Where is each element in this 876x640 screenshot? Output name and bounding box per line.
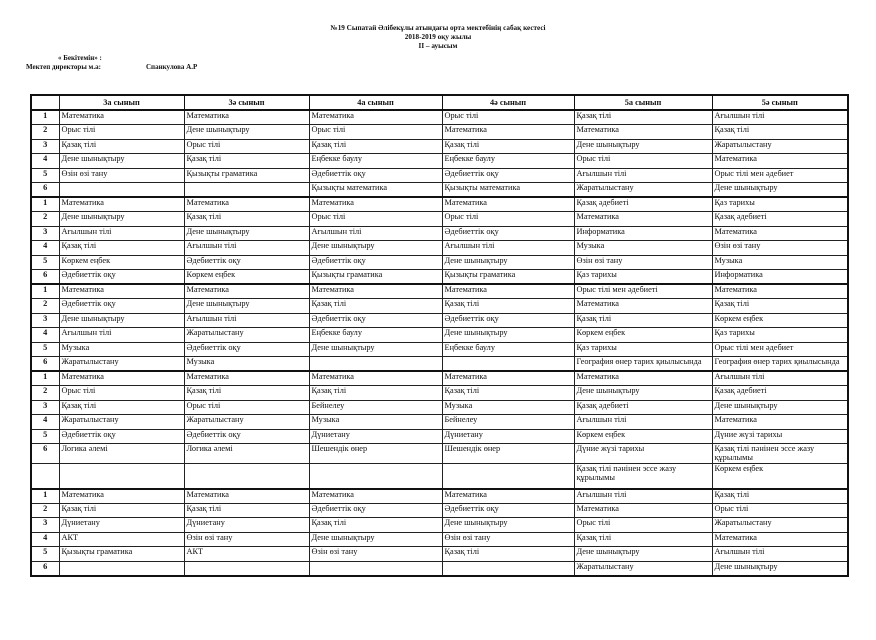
schedule-table — [30, 94, 849, 577]
subject-cell: Логика әлемі — [184, 444, 309, 464]
subject-cell: Қазақ тілі — [59, 400, 184, 415]
subject-cell: Жаратылыстану — [574, 183, 712, 198]
subject-cell: Математика — [712, 415, 848, 430]
table-row — [31, 313, 848, 328]
subject-cell: Қазақ әдебиеті — [574, 197, 712, 212]
subject-cell: Жаратылыстану — [184, 415, 309, 430]
column-header: 5ә сынып — [712, 95, 848, 110]
subject-cell: Қазақ тілі — [442, 299, 574, 314]
subject-cell: Әдебиеттік оқу — [59, 429, 184, 444]
subject-cell: Дене шынықтыру — [309, 241, 442, 256]
subject-cell: Музыка — [442, 400, 574, 415]
subject-cell: Дене шынықтыру — [184, 125, 309, 140]
subject-cell: Математика — [574, 125, 712, 140]
lesson-number: 2 — [31, 503, 59, 518]
subject-cell: Ағылшын тілі — [309, 226, 442, 241]
subject-cell: Математика — [59, 371, 184, 386]
subject-cell: Шешендік өнер — [442, 444, 574, 464]
lesson-number: 3 — [31, 313, 59, 328]
subject-cell: Көркем еңбек — [59, 255, 184, 270]
subject-cell: Дене шынықтыру — [574, 386, 712, 401]
lesson-number: 2 — [31, 212, 59, 227]
subject-cell: Математика — [442, 197, 574, 212]
subject-cell: Қазақ тілі — [712, 125, 848, 140]
table-row — [31, 168, 848, 183]
subject-cell: Математика — [184, 110, 309, 125]
director-label: Мектеп директоры м.а: — [26, 63, 101, 71]
approval-label: « Бекітемін» : — [58, 54, 102, 62]
subject-cell: Дене шынықтыру — [309, 342, 442, 357]
subject-cell: Көркем еңбек — [184, 270, 309, 285]
table-row — [31, 284, 848, 299]
subject-cell: Еңбекке баулу — [442, 342, 574, 357]
subject-cell: Орыс тілі — [574, 154, 712, 169]
subject-cell: Ағылшын тілі — [574, 415, 712, 430]
lesson-number: 5 — [31, 547, 59, 562]
subject-cell: Дене шынықтыру — [184, 299, 309, 314]
school-year: 2018-2019 оқу жылы — [404, 33, 472, 41]
subject-cell: Жаратылыстану — [184, 328, 309, 343]
subject-cell: Дүниетану — [442, 429, 574, 444]
lesson-number: 3 — [31, 518, 59, 533]
table-row — [31, 518, 848, 533]
subject-cell: Орыс тілі — [184, 400, 309, 415]
subject-cell: Математика — [184, 489, 309, 504]
subject-cell: Математика — [574, 503, 712, 518]
subject-cell: Дене шынықтыру — [442, 328, 574, 343]
subject-cell: Қаз тарихы — [712, 328, 848, 343]
table-row — [31, 444, 848, 464]
subject-cell: АКТ — [59, 532, 184, 547]
subject-cell: Информатика — [712, 270, 848, 285]
subject-cell: Ағылшын тілі — [574, 489, 712, 504]
subject-cell: Математика — [309, 371, 442, 386]
subject-cell: Қызықты граматика — [184, 168, 309, 183]
lesson-number: 1 — [31, 110, 59, 125]
subject-cell: Бейнелеу — [309, 400, 442, 415]
subject-cell: Дене шынықтыру — [712, 183, 848, 198]
subject-cell: Қазақ тілі — [574, 110, 712, 125]
lesson-number: 5 — [31, 168, 59, 183]
column-header: 4а сынып — [309, 95, 442, 110]
subject-cell: Қаз тарихы — [574, 342, 712, 357]
subject-cell — [442, 561, 574, 576]
subject-cell: Орыс тілі — [442, 110, 574, 125]
subject-cell: Еңбекке баулу — [309, 328, 442, 343]
subject-cell: Қазақ тілі — [59, 503, 184, 518]
lesson-number: 5 — [31, 342, 59, 357]
subject-cell: Математика — [309, 489, 442, 504]
subject-cell: Қазақ тілі — [574, 532, 712, 547]
subject-cell: Қазақ тілі — [442, 547, 574, 562]
subject-cell: Көркем еңбек — [712, 313, 848, 328]
subject-cell: Дүние жүзі тарихы — [574, 444, 712, 464]
subject-cell: Орыс тілі мен әдебиет — [712, 168, 848, 183]
subject-cell: Өзін өзі тану — [309, 547, 442, 562]
subject-cell: Математика — [712, 226, 848, 241]
subject-cell: Қазақ әдебиеті — [712, 386, 848, 401]
subject-cell: Өзін өзі тану — [184, 532, 309, 547]
lesson-number: 4 — [31, 328, 59, 343]
subject-cell: Қазақ тілі — [309, 299, 442, 314]
lesson-number: 4 — [31, 415, 59, 430]
lesson-number: 2 — [31, 125, 59, 140]
column-header: 5а сынып — [574, 95, 712, 110]
lesson-number: 1 — [31, 197, 59, 212]
lesson-number: 1 — [31, 371, 59, 386]
subject-cell: Орыс тілі мен әдебиет — [712, 342, 848, 357]
subject-cell: Қаз тарихы — [574, 270, 712, 285]
subject-cell: Дүниетану — [59, 518, 184, 533]
lesson-number: 2 — [31, 386, 59, 401]
subject-cell: Орыс тілі — [59, 125, 184, 140]
subject-cell: Әдебиеттік оқу — [442, 226, 574, 241]
subject-cell: Шешендік өнер — [309, 444, 442, 464]
subject-cell: Математика — [184, 197, 309, 212]
table-row — [31, 270, 848, 285]
subject-cell: Әдебиеттік оқу — [309, 503, 442, 518]
table-row — [31, 241, 848, 256]
subject-cell: География өнер тарих қиылысында — [574, 357, 712, 372]
subject-cell: Информатика — [574, 226, 712, 241]
subject-cell — [184, 463, 309, 489]
subject-cell — [59, 183, 184, 198]
subject-cell: Әдебиеттік оқу — [59, 270, 184, 285]
subject-cell: Өзін өзі тану — [59, 168, 184, 183]
lesson-number: 2 — [31, 299, 59, 314]
subject-cell: Орыс тілі — [309, 212, 442, 227]
lesson-number: 5 — [31, 429, 59, 444]
subject-cell: Дүние жүзі тарихы — [712, 429, 848, 444]
subject-cell: Өзін өзі тану — [442, 532, 574, 547]
table-row — [31, 357, 848, 372]
schedule-body — [31, 110, 848, 576]
subject-cell — [309, 463, 442, 489]
subject-cell: Дене шынықтыру — [59, 212, 184, 227]
subject-cell: Қазақ тілі — [59, 241, 184, 256]
subject-cell: Әдебиеттік оқу — [442, 313, 574, 328]
subject-cell: Ағылшын тілі — [712, 547, 848, 562]
subject-cell: Қызықты математика — [442, 183, 574, 198]
subject-cell: Орыс тілі — [442, 212, 574, 227]
subject-cell — [442, 357, 574, 372]
subject-cell: Қызықты граматика — [309, 270, 442, 285]
subject-cell: Орыс тілі — [574, 518, 712, 533]
subject-cell: Математика — [712, 154, 848, 169]
lesson-number: 6 — [31, 444, 59, 464]
subject-cell: Орыс тілі — [59, 386, 184, 401]
subject-cell: АКТ — [184, 547, 309, 562]
table-row — [31, 386, 848, 401]
table-row — [31, 371, 848, 386]
subject-cell: Өзін өзі тану — [712, 241, 848, 256]
subject-cell: Қызықты граматика — [59, 547, 184, 562]
subject-cell: Математика — [442, 284, 574, 299]
subject-cell — [309, 357, 442, 372]
table-row — [31, 125, 848, 140]
table-row — [31, 299, 848, 314]
lesson-number: 3 — [31, 400, 59, 415]
subject-cell: Қаз тарихы — [712, 197, 848, 212]
subject-cell — [184, 561, 309, 576]
subject-cell: Қазақ әдебиеті — [574, 400, 712, 415]
director-name: Спанкулова А.Р — [146, 63, 198, 71]
lesson-number: 3 — [31, 226, 59, 241]
subject-cell: Орыс тілі мен әдебиеті — [574, 284, 712, 299]
subject-cell: Жаратылыстану — [59, 415, 184, 430]
subject-cell: Бейнелеу — [442, 415, 574, 430]
subject-cell: Ағылшын тілі — [712, 110, 848, 125]
subject-cell: Қазақ тілі — [184, 154, 309, 169]
subject-cell: Қазақ тілі — [309, 386, 442, 401]
lesson-number: 1 — [31, 284, 59, 299]
subject-cell: Музыка — [59, 342, 184, 357]
subject-cell: Қазақ тілі — [442, 386, 574, 401]
table-row — [31, 489, 848, 504]
document-title: №19 Сыпатай Әлібекұлы атындағы орта мектебінің сабақ кестесі — [330, 24, 546, 32]
subject-cell: Математика — [309, 284, 442, 299]
subject-cell: Дене шынықтыру — [574, 547, 712, 562]
lesson-number: 4 — [31, 241, 59, 256]
subject-cell: Математика — [574, 299, 712, 314]
subject-cell: Қазақ тілі — [712, 489, 848, 504]
subject-cell: Жаратылыстану — [712, 139, 848, 154]
lesson-number: 1 — [31, 489, 59, 504]
header-row — [31, 95, 848, 110]
subject-cell: Қазақ тілі — [59, 139, 184, 154]
subject-cell: Музыка — [574, 241, 712, 256]
subject-cell: Дене шынықтыру — [59, 313, 184, 328]
lesson-number: 6 — [31, 183, 59, 198]
table-row — [31, 463, 848, 489]
subject-cell: Ағылшын тілі — [442, 241, 574, 256]
subject-cell: Әдебиеттік оқу — [442, 168, 574, 183]
subject-cell — [59, 463, 184, 489]
subject-cell — [184, 183, 309, 198]
subject-cell: Ағылшын тілі — [59, 328, 184, 343]
column-header: 3а сынып — [59, 95, 184, 110]
subject-cell: Дене шынықтыру — [442, 255, 574, 270]
subject-cell: Жаратылыстану — [712, 518, 848, 533]
subject-cell: Қызықты математика — [309, 183, 442, 198]
subject-cell: Дүниетану — [184, 518, 309, 533]
table-row — [31, 429, 848, 444]
subject-cell: Дене шынықтыру — [184, 226, 309, 241]
subject-cell: Қазақ тілі — [574, 313, 712, 328]
table-row — [31, 415, 848, 430]
subject-cell: Еңбекке баулу — [309, 154, 442, 169]
subject-cell: Дене шынықтыру — [574, 139, 712, 154]
subject-cell: Әдебиеттік оқу — [184, 429, 309, 444]
table-row — [31, 154, 848, 169]
subject-cell: Қазақ тілі — [184, 212, 309, 227]
subject-cell: Дене шынықтыру — [712, 561, 848, 576]
lesson-number: 3 — [31, 139, 59, 154]
subject-cell: Қазақ әдебиеті — [712, 212, 848, 227]
subject-cell: Математика — [59, 110, 184, 125]
table-row — [31, 503, 848, 518]
subject-cell: География өнер тарих қиылысында — [712, 357, 848, 372]
lesson-number: 5 — [31, 255, 59, 270]
subject-cell: Әдебиеттік оқу — [442, 503, 574, 518]
subject-cell: Ағылшын тілі — [184, 313, 309, 328]
subject-cell: Көркем еңбек — [574, 429, 712, 444]
lesson-number: 4 — [31, 154, 59, 169]
table-row — [31, 212, 848, 227]
subject-cell: Дене шынықтыру — [309, 532, 442, 547]
subject-cell: Жаратылыстану — [574, 561, 712, 576]
subject-cell: Әдебиеттік оқу — [184, 255, 309, 270]
subject-cell: Қазақ тілі пәнінен эссе жазу құрылымы — [574, 463, 712, 489]
table-row — [31, 183, 848, 198]
column-header: 4ә сынып — [442, 95, 574, 110]
subject-cell: Музыка — [309, 415, 442, 430]
subject-cell: Дене шынықтыру — [712, 400, 848, 415]
subject-cell: Әдебиеттік оқу — [309, 255, 442, 270]
table-row — [31, 547, 848, 562]
table-row — [31, 400, 848, 415]
subject-cell: Математика — [442, 125, 574, 140]
subject-cell: Қазақ тілі — [184, 503, 309, 518]
subject-cell: Музыка — [184, 357, 309, 372]
subject-cell — [309, 561, 442, 576]
lesson-number-header — [31, 95, 59, 110]
subject-cell: Қазақ тілі — [309, 518, 442, 533]
lesson-number: 6 — [31, 270, 59, 285]
subject-cell: Ағылшын тілі — [574, 168, 712, 183]
subject-cell: Дүниетану — [309, 429, 442, 444]
subject-cell: Көркем еңбек — [574, 328, 712, 343]
subject-cell: Ағылшын тілі — [184, 241, 309, 256]
table-row — [31, 342, 848, 357]
subject-cell: Математика — [309, 110, 442, 125]
subject-cell: Математика — [184, 371, 309, 386]
subject-cell: Дене шынықтыру — [442, 518, 574, 533]
subject-cell: Әдебиеттік оқу — [59, 299, 184, 314]
subject-cell: Қызықты граматика — [442, 270, 574, 285]
subject-cell: Әдебиеттік оқу — [184, 342, 309, 357]
lesson-number: 4 — [31, 532, 59, 547]
lesson-number: 6 — [31, 561, 59, 576]
subject-cell: Музыка — [712, 255, 848, 270]
subject-cell: Ағылшын тілі — [712, 371, 848, 386]
subject-cell: Математика — [59, 197, 184, 212]
subject-cell: Көркем еңбек — [712, 463, 848, 489]
subject-cell: Ағылшын тілі — [59, 226, 184, 241]
subject-cell: Математика — [59, 489, 184, 504]
subject-cell: Математика — [309, 197, 442, 212]
subject-cell: Қазақ тілі — [184, 386, 309, 401]
shift-label: II – ауысым — [418, 42, 458, 50]
subject-cell: Қазақ тілі — [442, 139, 574, 154]
table-row — [31, 328, 848, 343]
table-row — [31, 139, 848, 154]
subject-cell: Әдебиеттік оқу — [309, 168, 442, 183]
column-header: 3ә сынып — [184, 95, 309, 110]
subject-cell: Жаратылыстану — [59, 357, 184, 372]
subject-cell: Еңбекке баулу — [442, 154, 574, 169]
table-row — [31, 255, 848, 270]
subject-cell: Математика — [184, 284, 309, 299]
subject-cell: Қазақ тілі — [712, 299, 848, 314]
table-row — [31, 226, 848, 241]
subject-cell: Логика әлемі — [59, 444, 184, 464]
lesson-number — [31, 463, 59, 489]
subject-cell: Математика — [59, 284, 184, 299]
table-row — [31, 561, 848, 576]
table-row — [31, 532, 848, 547]
subject-cell: Өзін өзі тану — [574, 255, 712, 270]
subject-cell: Математика — [574, 212, 712, 227]
subject-cell: Математика — [712, 284, 848, 299]
subject-cell: Орыс тілі — [184, 139, 309, 154]
lesson-number: 6 — [31, 357, 59, 372]
subject-cell: Математика — [574, 371, 712, 386]
subject-cell: Орыс тілі — [712, 503, 848, 518]
subject-cell — [442, 463, 574, 489]
table-row — [31, 110, 848, 125]
subject-cell — [59, 561, 184, 576]
subject-cell: Математика — [442, 489, 574, 504]
subject-cell: Әдебиеттік оқу — [309, 313, 442, 328]
subject-cell: Қазақ тілі — [309, 139, 442, 154]
subject-cell: Математика — [442, 371, 574, 386]
subject-cell: Орыс тілі — [309, 125, 442, 140]
table-row — [31, 197, 848, 212]
subject-cell: Қазақ тілі пәнінен эссе жазу құрылымы — [712, 444, 848, 464]
subject-cell: Математика — [712, 532, 848, 547]
subject-cell: Дене шынықтыру — [59, 154, 184, 169]
